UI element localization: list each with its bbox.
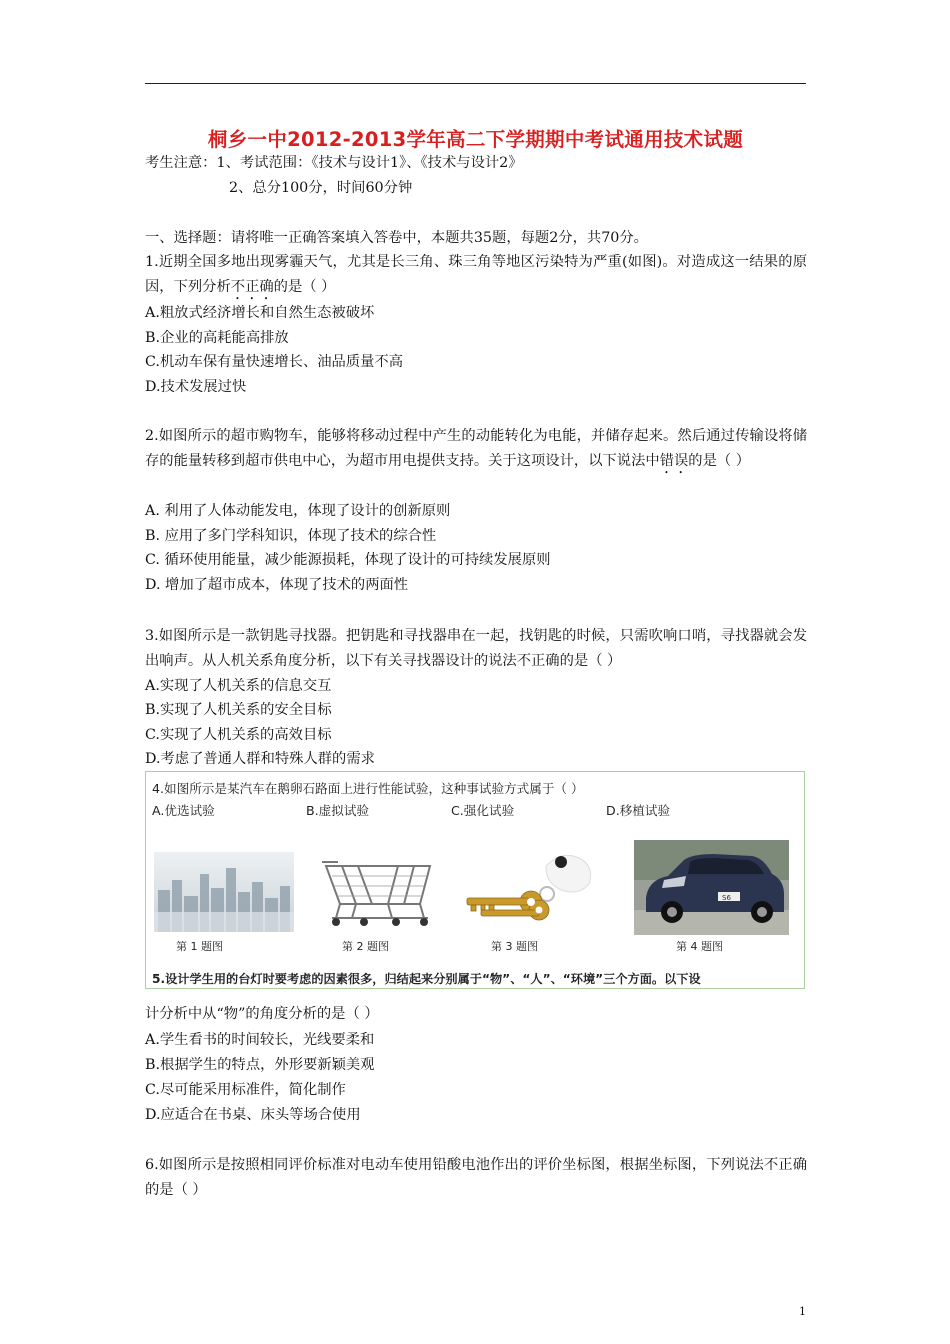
- question-6-stem: 6.如图所示是按照相同评价标准对电动车使用铅酸电池作出的评价坐标图，根据坐标图，下列说法不正确的是（ ）: [145, 1157, 807, 1198]
- license-plate-text: S6: [722, 894, 731, 902]
- q5-continuation: 计分析中从“物”的角度分析的是（ ）: [145, 1006, 379, 1022]
- q1-option-d: D.技术发展过快: [145, 379, 247, 395]
- q1-option-b: B.企业的高耗能高排放: [145, 330, 289, 346]
- question-2-stem: 2.如图所示的超市购物车，能够将移动过程中产生的动能转化为电能，并储存起来。然后通过传输设将储存的能量转移到超市供电中心，为超市用电提供支持。关于这项设计，以下说法中错误的是（ ）: [145, 428, 807, 469]
- q3-option-b: B.实现了人机关系的安全目标: [145, 702, 332, 718]
- shopping-cart-image: [318, 852, 443, 932]
- question-3-stem: 3.如图所示是一款钥匙寻找器。把钥匙和寻找器串在一起，找钥匙的时候，只需吹响口哨，寻找器就会发出响声。从人机关系角度分析，以下有关寻找器设计的说法不正确的是（ ）: [145, 628, 807, 669]
- q5-option-c: C.尽可能采用标准件，简化制作: [145, 1082, 346, 1098]
- q2-option-a: A. 利用了人体动能发电，体现了设计的创新原则: [145, 503, 451, 519]
- header-rule: [145, 83, 806, 84]
- caption-fig-2: 第 2 题图: [342, 940, 389, 953]
- q4-option-a: A.优选试验: [152, 803, 215, 818]
- q5-option-b: B.根据学生的特点，外形要新颖美观: [145, 1057, 375, 1073]
- smog-city-image: [154, 852, 294, 932]
- notice-line-2: 2、总分100分，时间60分钟: [229, 180, 413, 196]
- emphasis-text: 错误: [659, 453, 689, 469]
- q2-option-d: D. 增加了超市成本，体现了技术的两面性: [145, 577, 409, 593]
- q2-option-b: B. 应用了多门学科知识，体现了技术的综合性: [145, 528, 437, 544]
- caption-fig-1: 第 1 题图: [176, 940, 223, 953]
- q1-option-c: C.机动车保有量快速增长、油品质量不高: [145, 354, 404, 370]
- q4-option-c: C.强化试验: [451, 803, 515, 818]
- question-1-stem: 1.近期全国多地出现雾霾天气，尤其是长三角、珠三角等地区污染特为严重(如图)。对造成这一结果的原因，下列分析不正确的是（ ）: [145, 254, 807, 295]
- key-finder-image: [461, 844, 601, 932]
- q4-option-b: B.虚拟试验: [306, 803, 370, 818]
- q2-option-c: C. 循环使用能量，减少能源损耗，体现了设计的可持续发展原则: [145, 552, 551, 568]
- section-heading: 一、选择题：请将唯一正确答案填入答卷中，本题共35题，每题2分，共70分。: [145, 230, 648, 246]
- emphasis-text: 不正确: [230, 279, 274, 295]
- caption-fig-3: 第 3 题图: [491, 940, 538, 953]
- notice-line-1: 考生注意：1、考试范围：《技术与设计1》、《技术与设计2》: [145, 155, 523, 171]
- q5-option-d: D.应适合在书桌、床头等场合使用: [145, 1107, 361, 1123]
- q5-text-in-figure: 5.设计学生用的台灯时要考虑的因素很多，归结起来分别属于“物”、“人”、“环境”三个方面。以下设: [152, 972, 701, 986]
- q3-option-c: C.实现了人机关系的高效目标: [145, 727, 332, 743]
- page-number: 1: [799, 1305, 806, 1318]
- q3-option-a: A.实现了人机关系的信息交互: [145, 678, 332, 694]
- q1-option-a: A.粗放式经济增长和自然生态被破坏: [145, 305, 375, 321]
- caption-fig-4: 第 4 题图: [676, 940, 723, 953]
- embedded-figure: [145, 771, 805, 989]
- q5-option-a: A.学生看书的时间较长，光线要柔和: [145, 1032, 375, 1048]
- suv-car-image: [634, 840, 789, 935]
- q3-option-d: D.考虑了普通人群和特殊人群的需求: [145, 751, 375, 767]
- page-title: 桐乡一中2012-2013学年高二下学期期中考试通用技术试题: [207, 128, 744, 151]
- q4-text: 4.如图所示是某汽车在鹅卵石路面上进行性能试验，这种事试验方式属于（ ）: [152, 781, 584, 796]
- q4-option-d: D.移植试验: [606, 803, 671, 818]
